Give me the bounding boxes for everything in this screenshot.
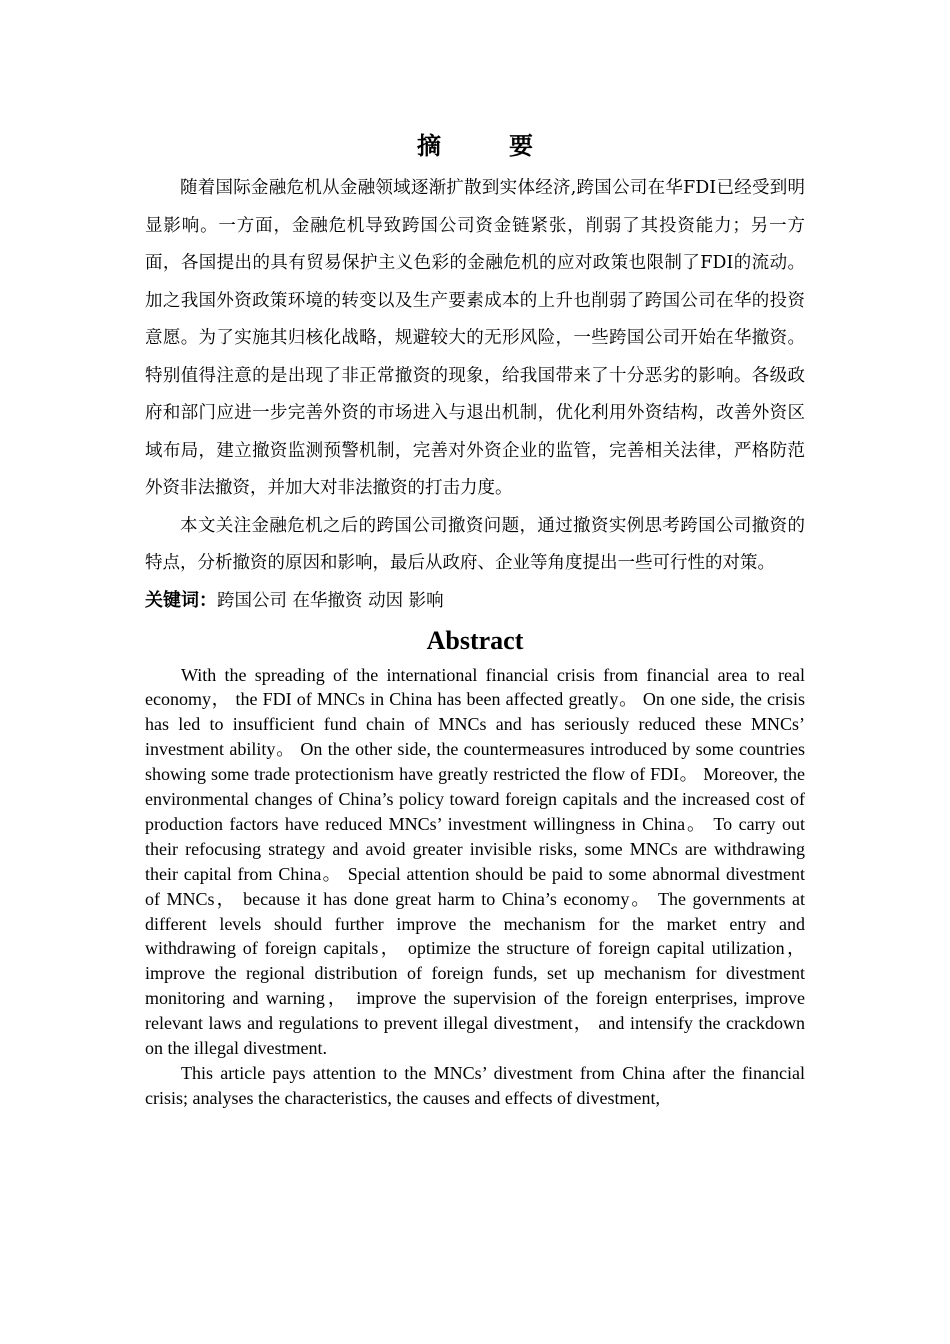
abstract-content: [145, 128, 805, 1111]
keywords-line: [145, 583, 805, 619]
english-abstract-paragraph-1: With the spreading of the international financial crisis from financial area to real economy， the FDI of MNCs in China has been affected greatly。 On one side, the crisis has led to insufficient fund chain of MNCs and has seriously reduced these MNCs’ investment ability。 On the other side, the countermeasures introduced by some countries showing some trade protectionism have greatly restricted the flow of FDI。 Moreover, the environmental changes of China’s policy toward foreign capitals and the increased cost of production factors have reduced MNCs’ investment willingness in China。 To carry out their refocusing strategy and avoid greater invisible risks, some MNCs are withdrawing their capital from China。 Special attention should be paid to some abnormal divestment of MNCs， because it has done great harm to China’s economy。 The governments at different levels should further improve the mechanism for the market entry and withdrawing of foreign capitals， optimize the structure of foreign capital utilization， improve the regional distribution of foreign funds, set up mechanism for divestment monitoring and warning， improve the supervision of the foreign enterprises, improve relevant laws and regulations to prevent illegal divestment， and intensify the crackdown on the illegal divestment.: [145, 664, 805, 1059]
chinese-abstract-title: 摘 要: [417, 132, 555, 160]
keywords-text: 跨国公司 在华撤资 动因 影响: [217, 590, 444, 611]
english-abstract-title: Abstract: [426, 625, 524, 655]
keywords-label: 关键词：: [145, 589, 217, 611]
chinese-abstract-paragraph-2: 本文关注金融危机之后的跨国公司撤资问题，通过撤资实例思考跨国公司撤资的特点，分析撤资的原因和影响，最后从政府、企业等角度提出一些可行性的对策。: [145, 515, 805, 573]
english-abstract-paragraph-2: This article pays attention to the MNCs’ divestment from China after the financial crisis; analyses the characteristics, the causes and effects of divestment,: [145, 1063, 805, 1108]
chinese-abstract-paragraph-1: 随着国际金融危机从金融领域逐渐扩散到实体经济,跨国公司在华FDI已经受到明显影响。一方面，金融危机导致跨国公司资金链紧张，削弱了其投资能力；另一方面，各国提出的具有贸易保护主义色彩的金融危机的应对政策也限制了FDI的流动。加之我国外资政策环境的转变以及生产要素成本的上升也削弱了跨国公司在华的投资意愿。为了实施其归核化战略，规避较大的无形风险，一些跨国公司开始在华撤资。特别值得注意的是出现了非正常撤资的现象，给我国带来了十分恶劣的影响。各级政府和部门应进一步完善外资的市场进入与退出机制，优化利用外资结构，改善外资区域布局，建立撤资监测预警机制，完善对外资企业的监管，完善相关法律，严格防范外资非法撤资，并加大对非法撤资的打击力度。: [145, 178, 805, 498]
